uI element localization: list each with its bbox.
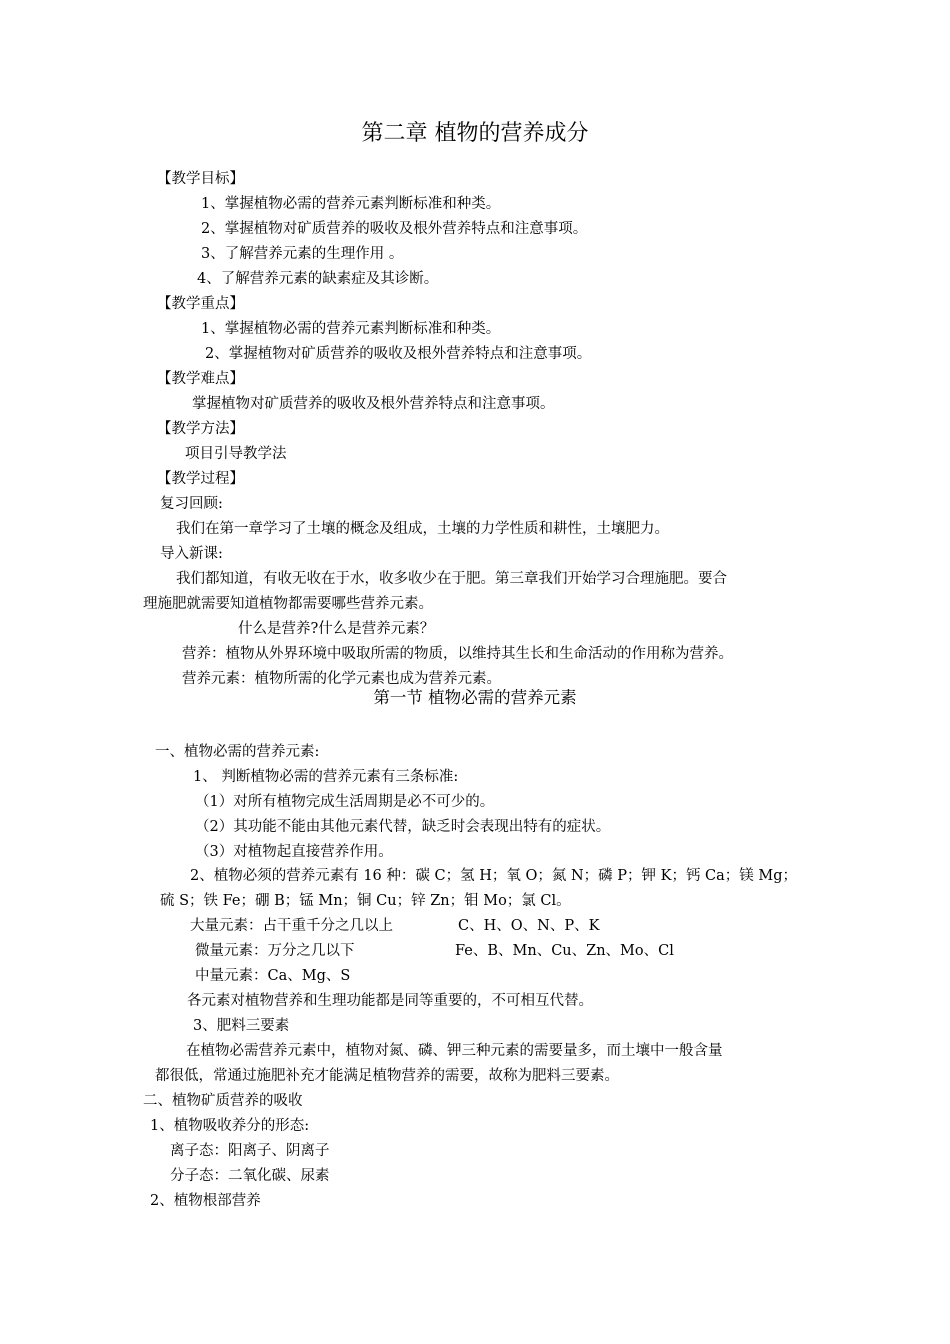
heading-1: 一、植物必需的营养元素: [155, 744, 320, 760]
macro-elements: C、H、O、N、P、K [458, 918, 600, 934]
element-definition: 营养元素：植物所需的化学元素也成为营养元素。 [182, 671, 501, 687]
heading-2: 二、植物矿质营养的吸收 [143, 1093, 303, 1109]
goal-item-3: 3、了解营养元素的生理作用 。 [201, 246, 404, 262]
micro-label: 微量元素：万分之几以下 [195, 943, 355, 959]
difficulty-heading: 【教学难点】 [157, 371, 244, 387]
key-heading: 【教学重点】 [157, 296, 244, 312]
goal-item-1: 1、掌握植物必需的营养元素判断标准和种类。 [201, 196, 501, 212]
process-heading: 【教学过程】 [157, 471, 244, 487]
goal-item-4: 4、了解营养元素的缺素症及其诊断。 [197, 271, 439, 287]
equal-importance-text: 各元素对植物营养和生理功能都是同等重要的，不可相互代替。 [187, 993, 593, 1009]
criteria-item-3: （3）对植物起直接营养作用。 [195, 844, 393, 860]
goal-item-2: 2、掌握植物对矿质营养的吸收及根外营养特点和注意事项。 [201, 221, 588, 237]
criteria-item-2: （2）其功能不能由其他元素代替，缺乏时会表现出特有的症状。 [195, 819, 611, 835]
key-item-1: 1、掌握植物必需的营养元素判断标准和种类。 [201, 321, 501, 337]
absorption-forms-heading: 1、植物吸收养分的形态: [150, 1118, 310, 1134]
nutrition-definition: 营养：植物从外界环境中吸取所需的物质，以维持其生长和生命活动的作用称为营养。 [182, 646, 733, 662]
elements-line-1: 2、植物必须的营养元素有 16 种：碳 C；氢 H；氧 O；氮 N；磷 P；钾 K；钙 Ca；镁 Mg； [190, 868, 798, 884]
fertilizer-text-line-2: 都很低，常通过施肥补充才能满足植物营养的需要，故称为肥料三要素。 [155, 1068, 619, 1084]
intro-text-line-1: 我们都知道，有收无收在于水，收多收少在于肥。第三章我们开始学习合理施肥。要合 [176, 571, 727, 587]
intro-text-line-2: 理施肥就需要知道植物都需要哪些营养元素。 [143, 596, 433, 612]
question-text: 什么是营养?什么是营养元素？ [238, 621, 435, 637]
review-text: 我们在第一章学习了土壤的概念及组成，土壤的力学性质和耕性，土壤肥力。 [176, 521, 669, 537]
fertilizer-text-line-1: 在植物必需营养元素中，植物对氮、磷、钾三种元素的需要量多，而土壤中一般含量 [186, 1043, 723, 1059]
mid-label: 中量元素：Ca、Mg、S [195, 968, 351, 984]
criteria-heading: 1、 判断植物必需的营养元素有三条标准: [193, 769, 459, 785]
elements-line-2: 硫 S；铁 Fe；硼 B；锰 Mn；铜 Cu；锌 Zn；钼 Mo；氯 Cl。 [160, 893, 571, 909]
difficulty-text: 掌握植物对矿质营养的吸收及根外营养特点和注意事项。 [192, 396, 555, 412]
review-heading: 复习回顾: [160, 496, 223, 512]
key-item-2: 2、掌握植物对矿质营养的吸收及根外营养特点和注意事项。 [205, 346, 592, 362]
ion-form-text: 离子态：阳离子、阴离子 [170, 1143, 330, 1159]
goals-heading: 【教学目标】 [157, 171, 244, 187]
method-text: 项目引导教学法 [185, 446, 287, 462]
macro-label: 大量元素：占干重千分之几以上 [190, 918, 393, 934]
criteria-item-1: （1）对所有植物完成生活周期是必不可少的。 [195, 794, 495, 810]
intro-heading: 导入新课: [160, 546, 223, 562]
micro-elements: Fe、B、Mn、Cu、Zn、Mo、Cl [455, 943, 674, 959]
root-nutrition-heading: 2、植物根部营养 [150, 1193, 261, 1209]
method-heading: 【教学方法】 [157, 421, 244, 437]
chapter-title: 第二章 植物的营养成分 [361, 121, 589, 146]
molecule-form-text: 分子态：二氧化碳、尿素 [170, 1168, 330, 1184]
fertilizer-heading: 3、肥料三要素 [193, 1018, 290, 1034]
section-title: 第一节 植物必需的营养元素 [373, 688, 577, 707]
